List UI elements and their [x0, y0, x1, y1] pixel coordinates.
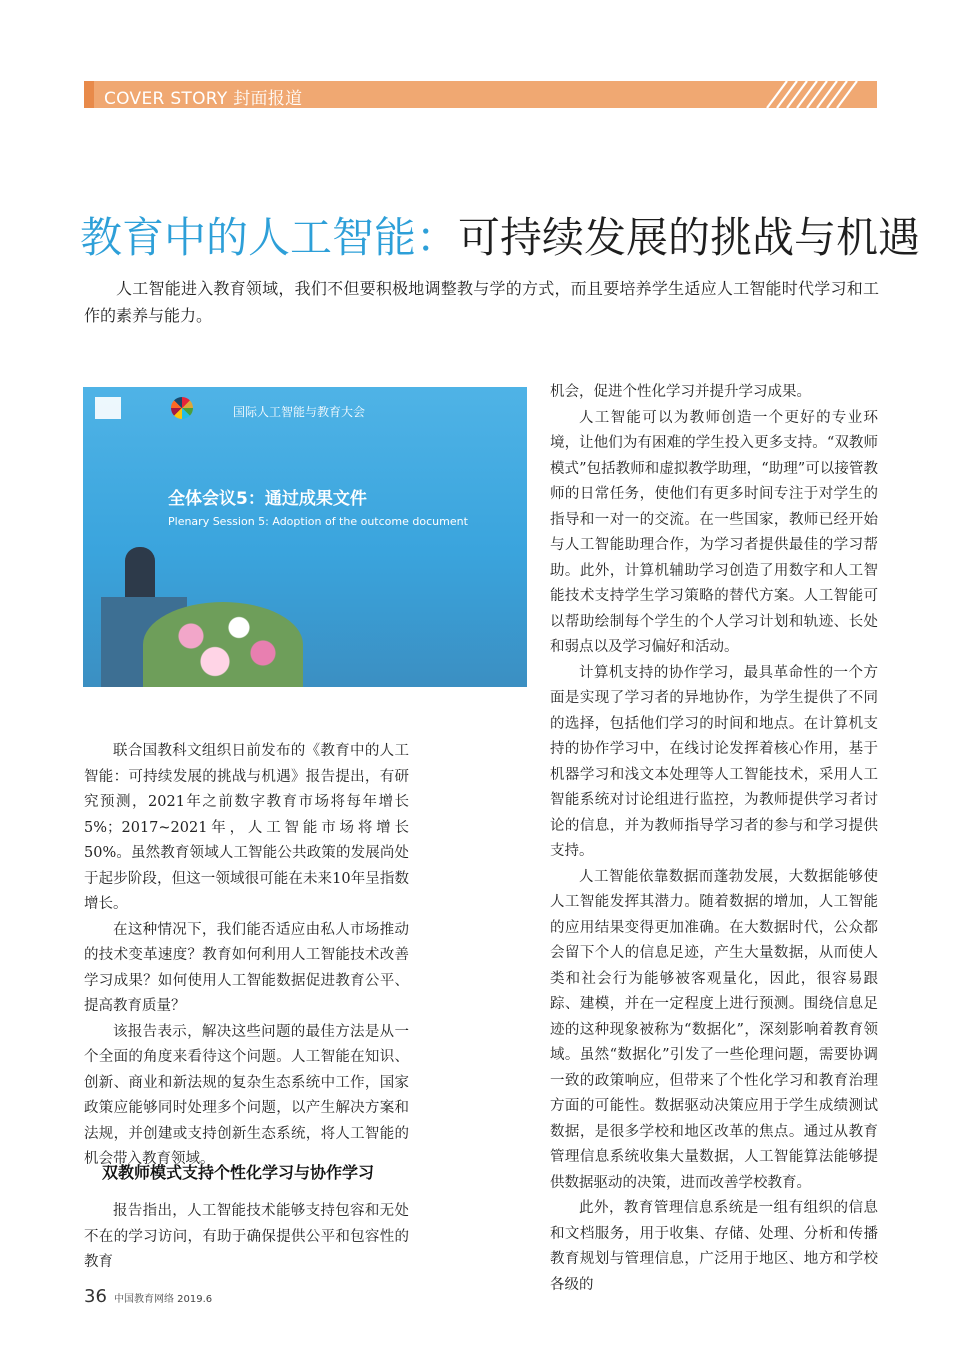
paragraph: 此外，教育管理信息系统是一组有组织的信息和文档服务，用于收集、存储、处理、分析和传播教育规划与管理信息，广泛用于地区、地方和学校各级的 [550, 1200, 878, 1293]
section-label: COVER STORY 封面报道 [104, 89, 303, 109]
flower-arrangement [143, 602, 303, 687]
title-part-2: 可持续发展的挑战与机遇 [458, 213, 921, 262]
page-footer [84, 1286, 212, 1307]
paragraph: 该报告表示，解决这些问题的最佳方法是从一个全面的角度来看待这个问题。人工智能在知识、创新、商业和新法规的复杂生态系统中工作，国家政策应能够同时处理多个问题，以产生解决方案和法规，并创建或支持创新生态系统，将人工智能的机会带入教育领域。 [84, 1023, 409, 1167]
header-accent-tick [84, 81, 94, 108]
unesco-logo-icon [95, 397, 121, 419]
left-column [84, 739, 409, 1173]
photo-screen-title: 国际人工智能与教育大会 [233, 405, 366, 419]
paragraph-continuation: 机会，促进个性化学习并提升学习成果。 [550, 384, 811, 400]
photo-plenary-en: Plenary Session 5: Adoption of the outcome document [168, 515, 468, 528]
speaker-figure [125, 547, 155, 602]
section-header-bar [84, 81, 877, 108]
paragraph: 联合国教科文组织日前发布的《教育中的人工智能：可持续发展的挑战与机遇》报告提出，有研究预测，2021年之前数字教育市场将每年增长5%；2017~2021年，人工智能市场将增长50%。虽然教育领域人工智能公共政策的发展尚处于起步阶段，但这一领域很可能在未来10年呈指数增长。 [84, 743, 409, 912]
paragraph: 人工智能依靠数据而蓬勃发展，大数据能够使人工智能发挥其潜力。随着数据的增加，人工智能的应用结果变得更加准确。在大数据时代，公众都会留下个人的信息足迹，产生大量数据，从而使人类和社会行为能够被客观量化，因此，很容易跟踪、建模，并在一定程度上进行预测。围绕信息足迹的这种现象被称为“数据化”，深刻影响着教育领域。虽然“数据化”引发了一些伦理问题，需要协调一致的政策响应，但带来了个性化学习和教育治理方面的可能性。数据驱动决策应用于学生成绩测试数据，是很多学校和地区改革的焦点。通过从教育管理信息系统收集大量数据，人工智能算法能够提供数据驱动的决策，进而改善学校教育。 [550, 868, 878, 1191]
paragraph: 计算机支持的协作学习，最具革命性的一个方面是实现了学习者的异地协作，为学生提供了不同的选择，包括他们学习的时间和地点。在计算机支持的协作学习中，在线讨论发挥着核心作用，基于机器学习和浅文本处理等人工智能技术，采用人工智能系统对讨论组进行监控，为教师提供学习者讨论的信息，并为教师指导学习者的参与和学习提供支持。 [550, 664, 878, 859]
sdg-wheel-icon [171, 397, 193, 419]
article-lede: 人工智能进入教育领域，我们不但要积极地调整教与学的方式，而且要培养学生适应人工智能时代学习和工作的素养与能力。 [84, 279, 879, 325]
title-part-1: 教育中的人工智能： [80, 213, 459, 262]
publication-info: 中国教育网络 2019.6 [114, 1294, 213, 1305]
left-column-bottom [84, 1199, 409, 1276]
conference-photo [83, 387, 527, 687]
photo-plenary-zh: 全体会议5：通过成果文件 [168, 489, 367, 509]
paragraph: 人工智能可以为教师创造一个更好的专业环境，让他们为有困难的学生投入更多支持。“双教师模式”包括教师和虚拟教学助理，“助理”可以接管教师的日常任务，使他们有更多时间专注于对学生的指导和一对一的交流。在一些国家，教师已经开始与人工智能助理合作，为学习者提供最佳的学习帮助。此外，计算机辅助学习创造了用数字和人工智能技术支持学生学习策略的替代方案。人工智能可以帮助绘制每个学生的个人学习计划和轨迹、长处和弱点以及学习偏好和活动。 [550, 409, 878, 655]
paragraph: 在这种情况下，我们能否适应由私人市场推动的技术变革速度？教育如何利用人工智能技术改善学习成果？如何使用人工智能数据促进教育公平、提高教育质量？ [84, 921, 409, 1014]
section-heading: 双教师模式支持个性化学习与协作学习 [102, 1163, 375, 1182]
article-title [80, 205, 921, 265]
right-column [550, 380, 878, 1298]
paragraph: 报告指出，人工智能技术能够支持包容和无处不在的学习访问，有助于确保提供公平和包容性的教育 [84, 1203, 409, 1270]
header-stripes-icon [759, 81, 869, 108]
page-number: 36 [84, 1286, 107, 1307]
